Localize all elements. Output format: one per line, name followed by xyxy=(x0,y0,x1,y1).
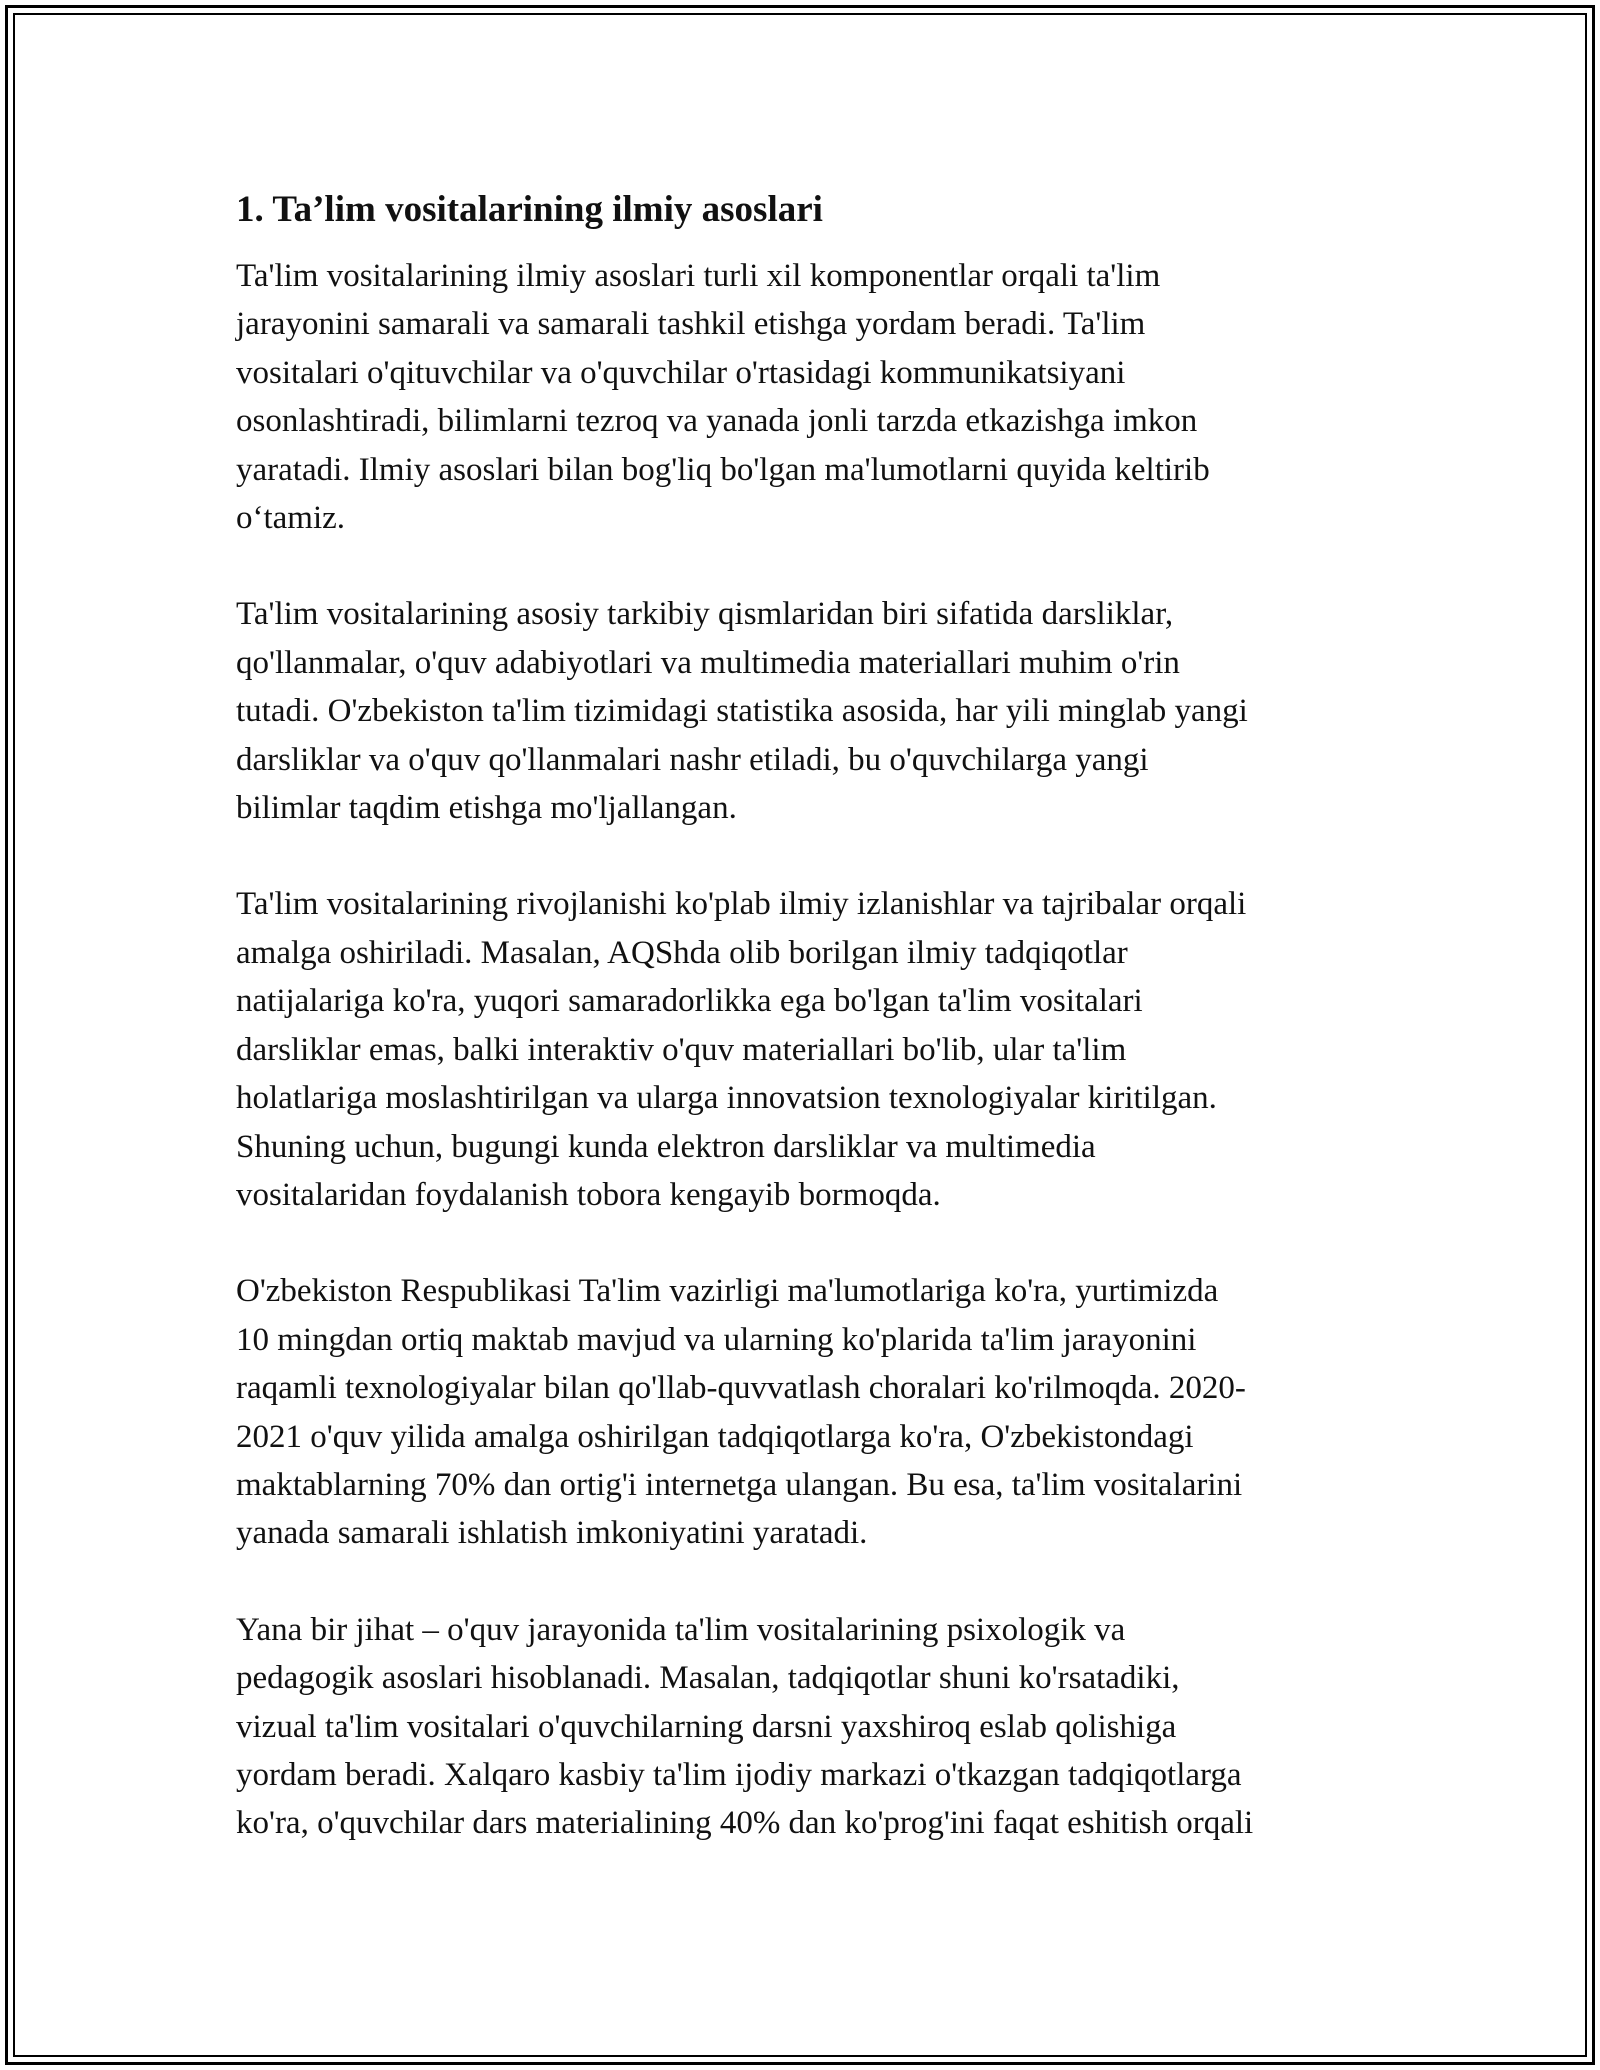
text-line: Ta'lim vositalarining asosiy tarkibiy qismlaridan biri sifatida darsliklar, xyxy=(236,596,1174,633)
text-line: tutadi. O'zbekiston ta'lim tizimidagi statistika asosida, har yili minglab yangi xyxy=(236,693,1248,730)
text-line: raqamli texnologiyalar bilan qo'llab-quvvatlash choralari ko'rilmoqda. 2020- xyxy=(236,1370,1246,1407)
document-body xyxy=(236,186,1366,1896)
text-line: vositalaridan foydalanish tobora kengayib bormoqda. xyxy=(236,1176,941,1213)
text-line: Ta'lim vositalarining ilmiy asoslari turli xil komponentlar orqali ta'lim xyxy=(236,258,1161,294)
text-line: bilimlar taqdim etishga mo'ljallangan. xyxy=(236,790,737,827)
text-line: yanada samarali ishlatish imkoniyatini yaratadi. xyxy=(236,1515,868,1552)
text-line: qo'llanmalar, o'quv adabiyotlari va multimedia materiallari muhim o'rin xyxy=(236,644,1180,681)
paragraph-1 xyxy=(236,252,1366,542)
section-heading: 1. Ta’lim vositalarining ilmiy asoslari xyxy=(236,189,823,230)
text-line: maktablarning 70% dan ortig'i internetga ulangan. Bu esa, ta'lim vositalarini xyxy=(236,1466,1243,1503)
text-line: yaratadi. Ilmiy asoslari bilan bog'liq bo'lgan ma'lumotlarni quyida keltirib xyxy=(236,451,1210,488)
text-line: Shuning uchun, bugungi kunda elektron darsliklar va multimedia xyxy=(236,1128,1096,1165)
text-line: Ta'lim vositalarining rivojlanishi ko'plab ilmiy izlanishlar va tajribalar orqali xyxy=(236,886,1247,923)
text-line: natijalariga ko'ra, yuqori samaradorlikka ega bo'lgan ta'lim vositalari xyxy=(236,983,1143,1020)
text-line: darsliklar emas, balki interaktiv o'quv materiallari bo'lib, ular ta'lim xyxy=(236,1031,1127,1068)
paragraph-3 xyxy=(236,880,1366,1219)
text-line: 10 mingdan ortiq maktab mavjud va ularning ko'plarida ta'lim jarayonini xyxy=(236,1321,1197,1358)
text-line: pedagogik asoslari hisoblanadi. Masalan, tadqiqotlar shuni ko'rsatadiki, xyxy=(236,1660,1180,1697)
text-line: ko'ra, o'quvchilar dars materialining 40% dan ko'prog'ini faqat eshitish orqali xyxy=(236,1805,1254,1842)
text-line: osonlashtiradi, bilimlarni tezroq va yanada jonli tarzda etkazishga imkon xyxy=(236,403,1198,440)
paragraph-5 xyxy=(236,1606,1366,1848)
text-line: yordam beradi. Xalqaro kasbiy ta'lim ijodiy markazi o'tkazgan tadqiqotlarga xyxy=(236,1756,1242,1793)
text-line: O'zbekiston Respublikasi Ta'lim vazirligi ma'lumotlariga ko'ra, yurtimizda xyxy=(236,1273,1219,1310)
text-line: vositalari o'qituvchilar va o'quvchilar o'rtasidagi kommunikatsiyani xyxy=(236,354,1126,391)
text-line: darsliklar va o'quv qo'llanmalari nashr etiladi, bu o'quvchilarga yangi xyxy=(236,741,1149,778)
text-line: o‘tamiz. xyxy=(236,500,346,537)
text-line: jarayonini samarali va samarali tashkil etishga yordam beradi. Ta'lim xyxy=(236,306,1146,343)
text-line: 2021 o'quv yilida amalga oshirilgan tadqiqotlarga ko'ra, O'zbekistondagi xyxy=(236,1418,1194,1455)
paragraph-4 xyxy=(236,1267,1366,1557)
text-line: vizual ta'lim vositalari o'quvchilarning darsni yaxshiroq eslab qolishiga xyxy=(236,1708,1177,1745)
paragraph-2 xyxy=(236,590,1366,832)
text-line: Yana bir jihat – o'quv jarayonida ta'lim vositalarining psixologik va xyxy=(236,1611,1126,1648)
text-line: holatlariga moslashtirilgan va ularga innovatsion texnologiyalar kiritilgan. xyxy=(236,1080,1217,1117)
text-line: amalga oshiriladi. Masalan, AQShda olib borilgan ilmiy tadqiqotlar xyxy=(236,934,1128,971)
